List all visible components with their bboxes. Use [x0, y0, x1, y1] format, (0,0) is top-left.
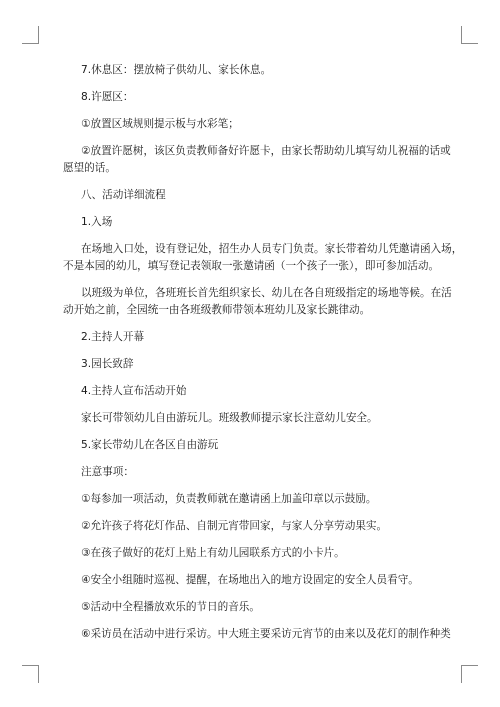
crop-mark-bottom-left-vertical	[38, 665, 39, 683]
crop-mark-top-right-vertical	[461, 26, 462, 44]
crop-mark-bottom-left-horizontal	[22, 665, 39, 666]
paragraph-entrance-heading: 1.入场	[81, 216, 113, 228]
paragraph-entrance-details	[63, 241, 463, 275]
paragraph-note-3: ③在孩子做好的花灯上贴上有幼儿园联系方式的小卡片。	[81, 547, 345, 559]
paragraph-principal-speech: 3.园长致辞	[81, 358, 134, 370]
crop-mark-bottom-right-horizontal	[461, 665, 478, 666]
paragraph-note-4: ④安全小组随时巡视、提醒，在场地出入的地方设固定的安全人员看守。	[81, 574, 419, 586]
crop-mark-top-right-horizontal	[461, 43, 478, 44]
paragraph-class-assembly	[63, 285, 452, 319]
paragraph-line: 以班级为单位，各班班长首先组织家长、幼儿在各自班级指定的场地等候。在活	[81, 287, 452, 299]
paragraph-note-6: ⑥采访员在活动中进行采访。中大班主要采访元宵节的由来以及花灯的制作种类	[81, 628, 451, 640]
paragraph-wish-item-2	[63, 143, 451, 177]
document-body	[63, 62, 463, 653]
paragraph-rest-area: 7.休息区：摆放椅子供幼儿、家长休息。	[81, 64, 272, 76]
crop-mark-bottom-right-vertical	[461, 665, 462, 683]
paragraph-wish-area: 8.许愿区：	[81, 91, 134, 103]
paragraph-note-2: ②允许孩子将花灯作品、自制元宵带回家，与家人分享劳动果实。	[81, 520, 388, 532]
paragraph-host-announce: 4.主持人宣布活动开始	[81, 385, 187, 397]
paragraph-free-play-heading: 5.家长带幼儿在各区自由游玩	[81, 439, 219, 451]
crop-mark-top-left-vertical	[38, 26, 39, 44]
paragraph-free-play-note: 家长可带领幼儿自由游玩儿。班级教师提示家长注意幼儿安全。	[81, 412, 378, 424]
paragraph-line: 在场地入口处，设有登记处，招生办人员专门负责。家长带着幼儿凭邀请函入场，	[81, 243, 463, 255]
paragraph-line: 愿望的话。	[63, 162, 116, 174]
paragraph-line: ②放置许愿树，该区负责教师备好许愿卡，由家长帮助幼儿填写幼儿祝福的话或	[81, 145, 451, 157]
paragraph-host-opening: 2.主持人开幕	[81, 331, 145, 343]
section-heading-activity-flow: 八、活动详细流程	[81, 189, 166, 201]
paragraph-wish-item-1: ①放置区域规则提示板与水彩笔；	[81, 118, 239, 130]
paragraph-notes-heading: 注意事项：	[81, 466, 134, 478]
paragraph-line: 不是本园的幼儿，填写登记表领取一张邀请函（一个孩子一张），即可参加活动。	[63, 260, 440, 272]
paragraph-line: 动开始之前，全园统一由各班级教师带领本班幼儿及家长跳律动。	[63, 304, 371, 316]
crop-mark-top-left-horizontal	[22, 43, 39, 44]
paragraph-note-1: ①每参加一项活动，负责教师就在邀请函上加盖印章以示鼓励。	[81, 493, 377, 505]
paragraph-note-5: ⑤活动中全程播放欢乐的节日的音乐。	[81, 601, 260, 613]
